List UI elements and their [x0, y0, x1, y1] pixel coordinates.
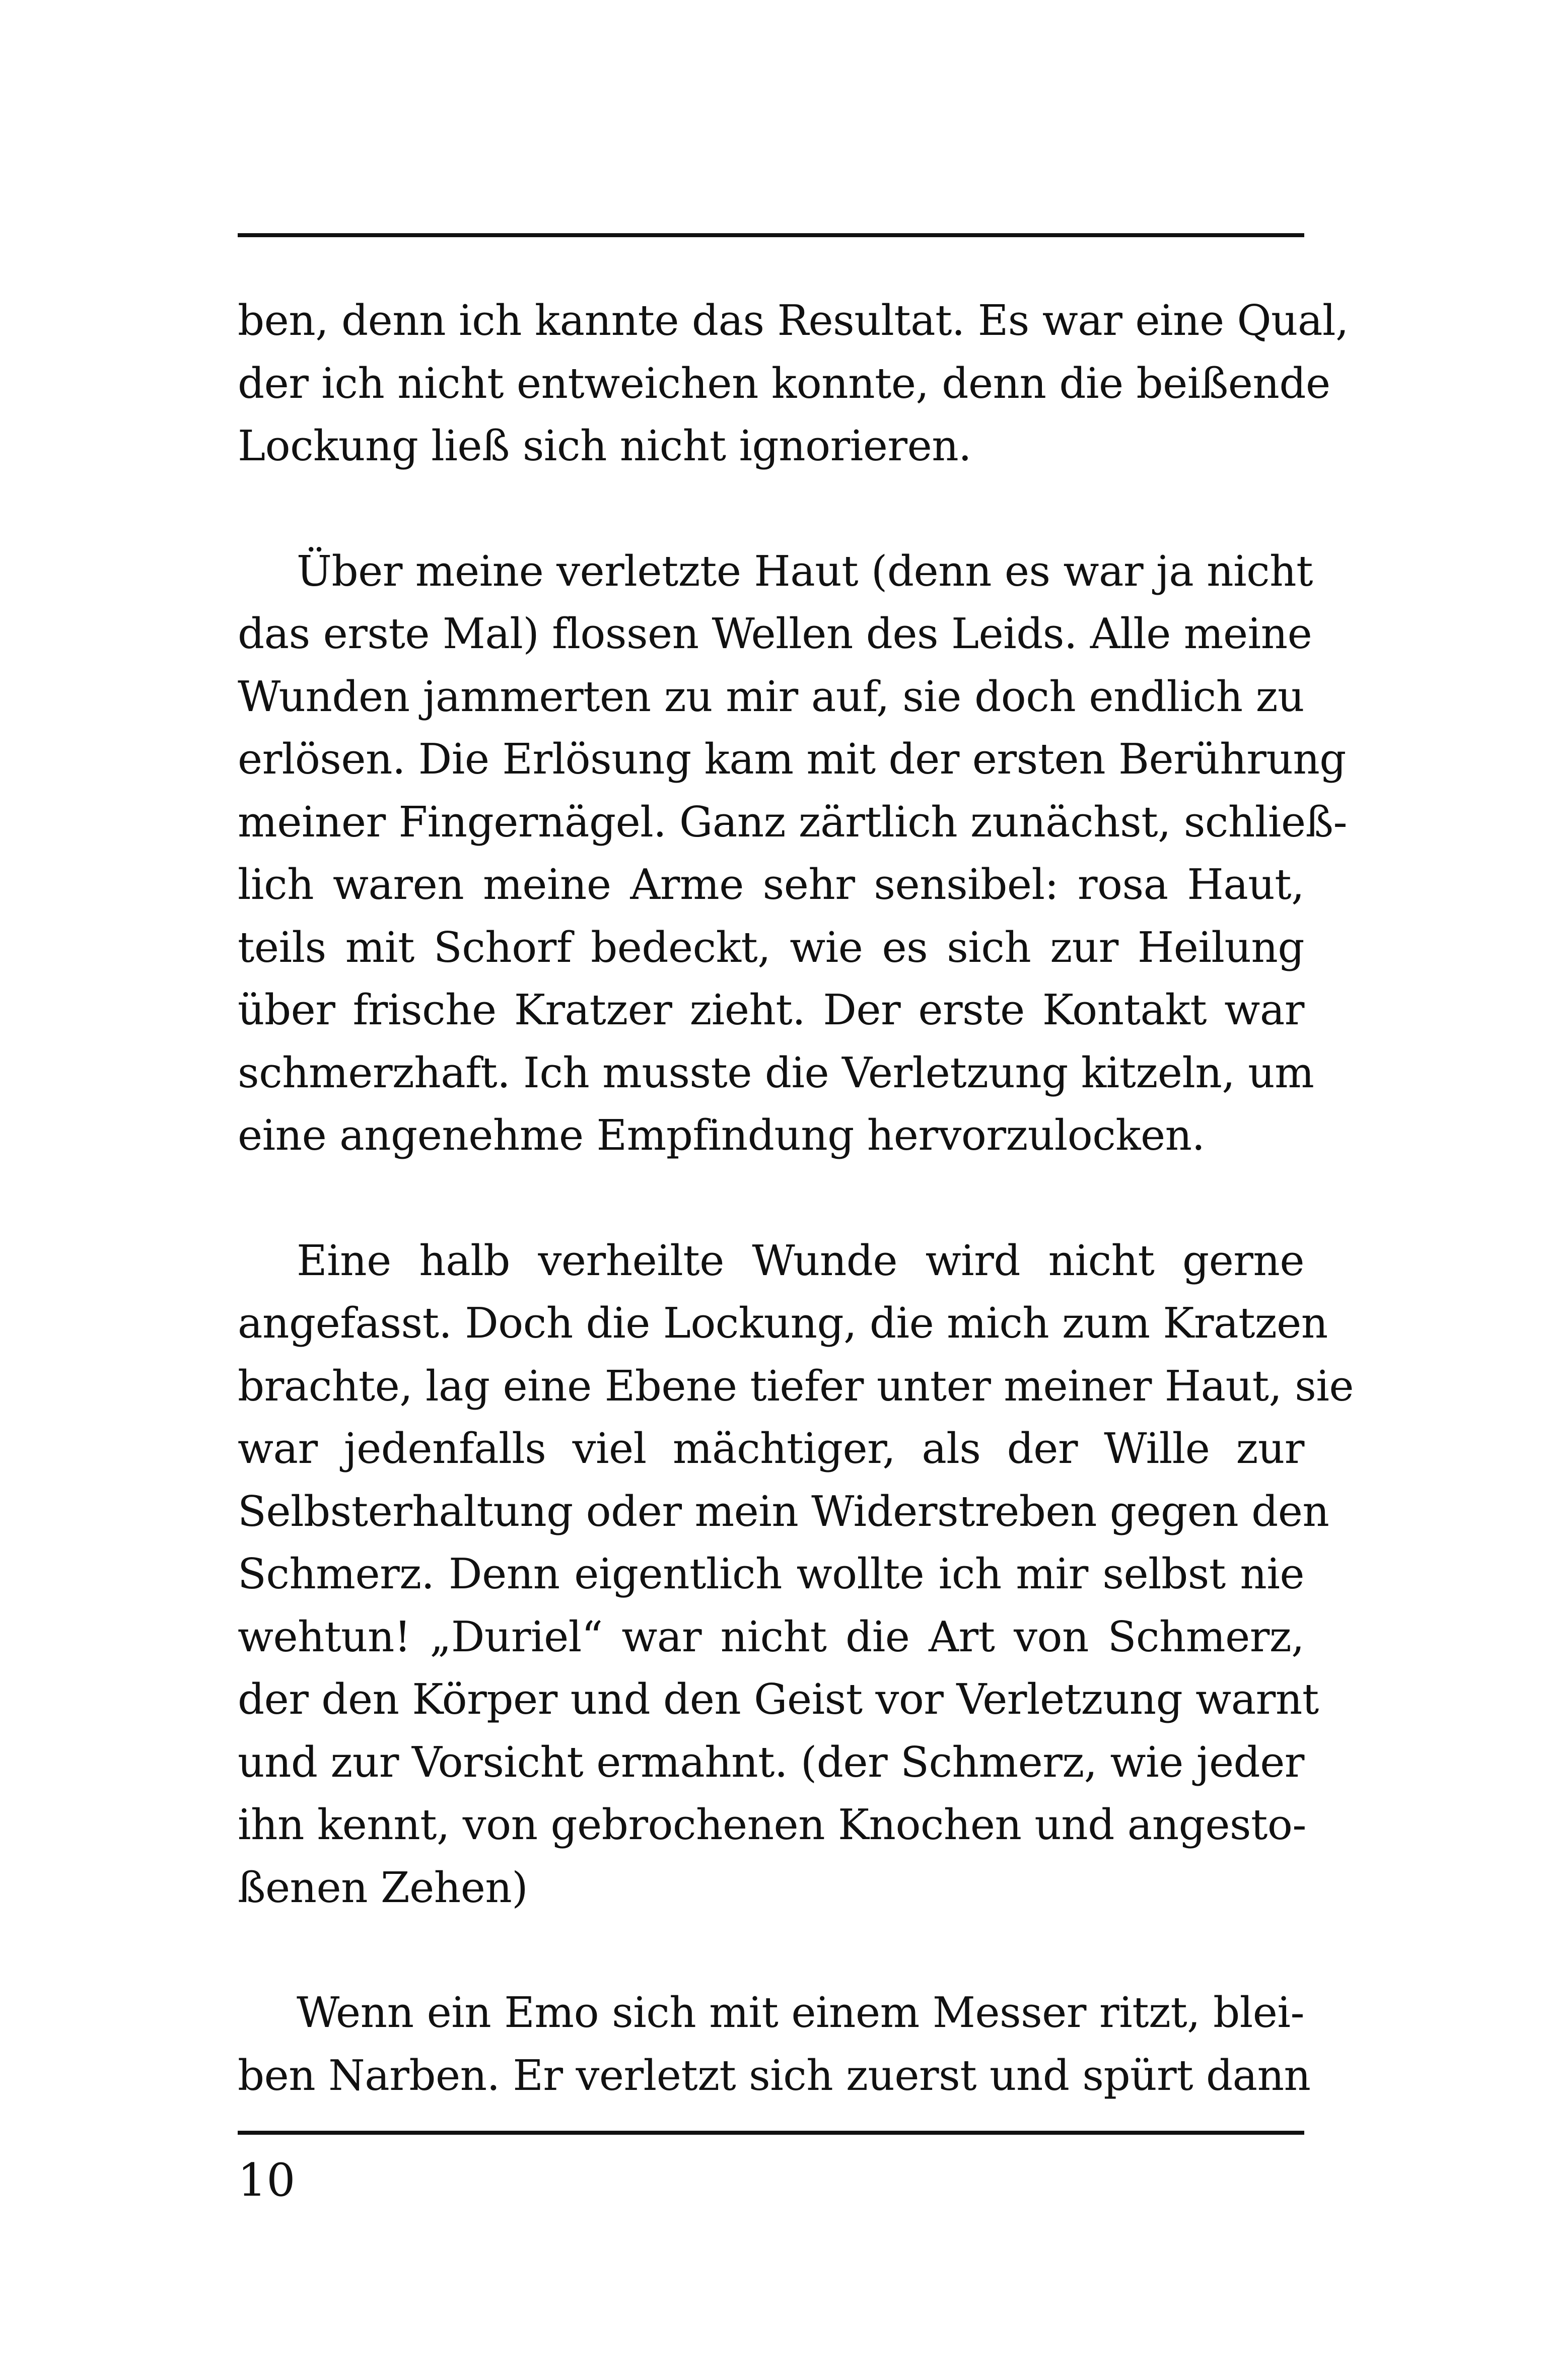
text-line: angefasst. Doch die Lockung, die mich zum Kratzen [238, 1299, 1328, 1348]
text-line: Wunden jammerten zu mir auf, sie doch endlich zu [238, 672, 1304, 721]
page-number: 10 [238, 2154, 296, 2207]
text-line: lich waren meine Arme sehr sensibel: rosa Haut, [238, 860, 1304, 909]
text-line: Schmerz. Denn eigentlich wollte ich mir selbst nie [238, 1550, 1304, 1598]
body-text [238, 290, 1354, 2169]
text-line: ßenen Zehen) [238, 1863, 528, 1912]
text-line: Selbsterhaltung oder mein Widerstreben gegen den [238, 1487, 1329, 1536]
text-line: ben, denn ich kannte das Resultat. Es war eine Qual, [238, 296, 1349, 345]
text-line: und zur Vorsicht ermahnt. (der Schmerz, wie jeder [238, 1737, 1304, 1787]
text-line: war jedenfalls viel mächtiger, als der Wille zur [238, 1424, 1304, 1473]
text-line: brachte, lag eine Ebene tiefer unter meiner Haut, sie [238, 1361, 1354, 1411]
footer-rule [238, 2131, 1304, 2135]
text-line: Wenn ein Emo sich mit einem Messer ritzt, blei- [297, 1988, 1304, 2037]
text-line: wehtun! „Duriel“ war nicht die Art von Schmerz, [238, 1612, 1304, 1661]
paragraph [238, 290, 1349, 478]
text-line: ben Narben. Er verletzt sich zuerst und spürt dann [238, 2051, 1311, 2100]
paragraph [238, 540, 1348, 1167]
text-line: erlösen. Die Erlösung kam mit der ersten Berührung [238, 735, 1346, 784]
text-line: der den Körper und den Geist vor Verletzung warnt [238, 1675, 1319, 1724]
text-line: schmerzhaft. Ich musste die Verletzung kitzeln, um [238, 1048, 1314, 1097]
header-rule [238, 233, 1304, 237]
text-line: Eine halb verheilte Wunde wird nicht gerne [297, 1236, 1304, 1285]
paragraph [238, 1982, 1311, 2107]
text-line: teils mit Schorf bedeckt, wie es sich zur Heilung [238, 923, 1304, 972]
paragraph [238, 1230, 1354, 1920]
text-line: der ich nicht entweichen konnte, denn die beißende [238, 359, 1330, 408]
text-line: über frische Kratzer zieht. Der erste Kontakt war [238, 986, 1304, 1034]
text-line: Lockung ließ sich nicht ignorieren. [238, 422, 972, 470]
text-line: meiner Fingernägel. Ganz zärtlich zunächst, schließ- [238, 797, 1348, 847]
text-line: das erste Mal) flossen Wellen des Leids. Alle meine [238, 609, 1312, 658]
text-line: ihn kennt, von gebrochenen Knochen und angesto- [238, 1800, 1306, 1849]
text-line: eine angenehme Empfindung hervorzulocken. [238, 1111, 1205, 1160]
text-line: Über meine verletzte Haut (denn es war ja nicht [297, 546, 1313, 596]
